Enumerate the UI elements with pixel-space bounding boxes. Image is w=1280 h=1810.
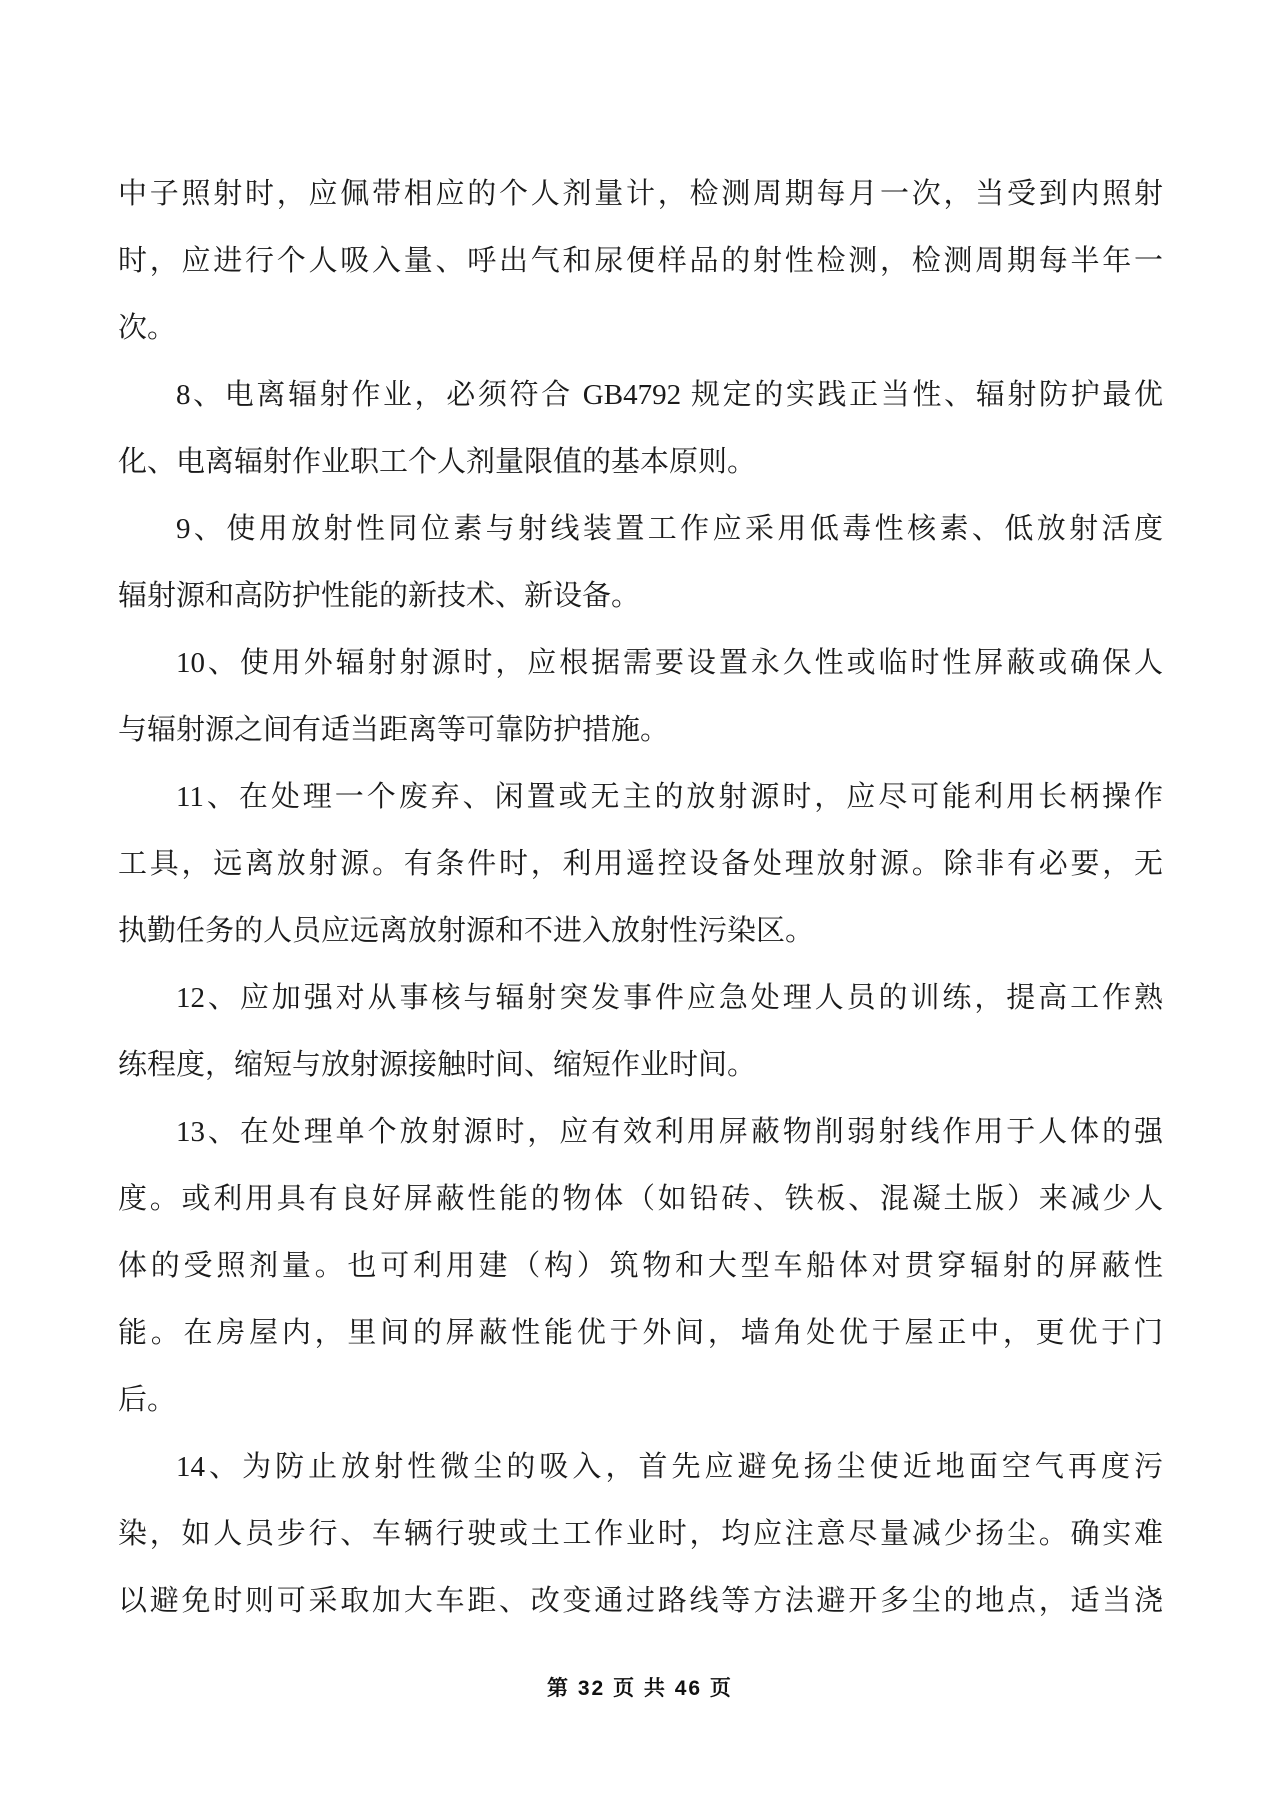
- text-line-item-11: 11、在处理一个废弃、闲置或无主的放射源时，应尽可能利用长柄操作: [176, 781, 1163, 813]
- text-line: 以避免时则可采取加大车距、改变通过路线等方法避开多尘的地点，适当浇: [118, 1585, 1163, 1617]
- text-line: 工具，远离放射源。有条件时，利用遥控设备处理放射源。除非有必要，无: [118, 848, 1163, 880]
- text-line: 染，如人员步行、车辆行驶或土工作业时，均应注意尽量减少扬尘。确实难: [118, 1518, 1163, 1550]
- text-line: 度。或利用具有良好屏蔽性能的物体（如铅砖、铁板、混凝土版）来减少人: [118, 1183, 1163, 1215]
- text-line: 后。: [118, 1384, 177, 1416]
- text-line: 时，应进行个人吸入量、呼出气和尿便样品的射性检测，检测周期每半年一: [118, 245, 1163, 277]
- text-line-item-10: 10、使用外辐射射源时，应根据需要设置永久性或临时性屏蔽或确保人: [176, 647, 1163, 679]
- text-line: 能。在房屋内，里间的屏蔽性能优于外间，墙角处优于屋正中，更优于门: [118, 1317, 1163, 1349]
- text-line-item-9: 9、使用放射性同位素与射线装置工作应采用低毒性核素、低放射活度: [176, 513, 1163, 545]
- text-line: 执勤任务的人员应远离放射源和不进入放射性污染区。: [118, 915, 815, 947]
- text-line-item-8: 8、电离辐射作业，必须符合 GB4792 规定的实践正当性、辐射防护最优: [176, 379, 1163, 411]
- text-line: 体的受照剂量。也可利用建（构）筑物和大型车船体对贯穿辐射的屏蔽性: [118, 1250, 1163, 1282]
- text-line: 化、电离辐射作业职工个人剂量限值的基本原则。: [118, 446, 757, 478]
- text-line-item-13: 13、在处理单个放射源时，应有效利用屏蔽物削弱射线作用于人体的强: [176, 1116, 1163, 1148]
- text-line-item-12: 12、应加强对从事核与辐射突发事件应急处理人员的训练，提高工作熟: [176, 982, 1163, 1014]
- footer-page-number: 第 32 页 共 46 页: [547, 1677, 733, 1700]
- text-line: 中子照射时，应佩带相应的个人剂量计，检测周期每月一次，当受到内照射: [118, 178, 1163, 210]
- text-line: 与辐射源之间有适当距离等可靠防护措施。: [118, 714, 670, 746]
- text-line: 辐射源和高防护性能的新技术、新设备。: [118, 580, 641, 612]
- text-line-item-14: 14、为防止放射性微尘的吸入，首先应避免扬尘使近地面空气再度污: [176, 1451, 1163, 1483]
- text-line: 次。: [118, 312, 177, 344]
- text-line: 练程度，缩短与放射源接触时间、缩短作业时间。: [118, 1049, 757, 1081]
- document-body: [118, 161, 1163, 1635]
